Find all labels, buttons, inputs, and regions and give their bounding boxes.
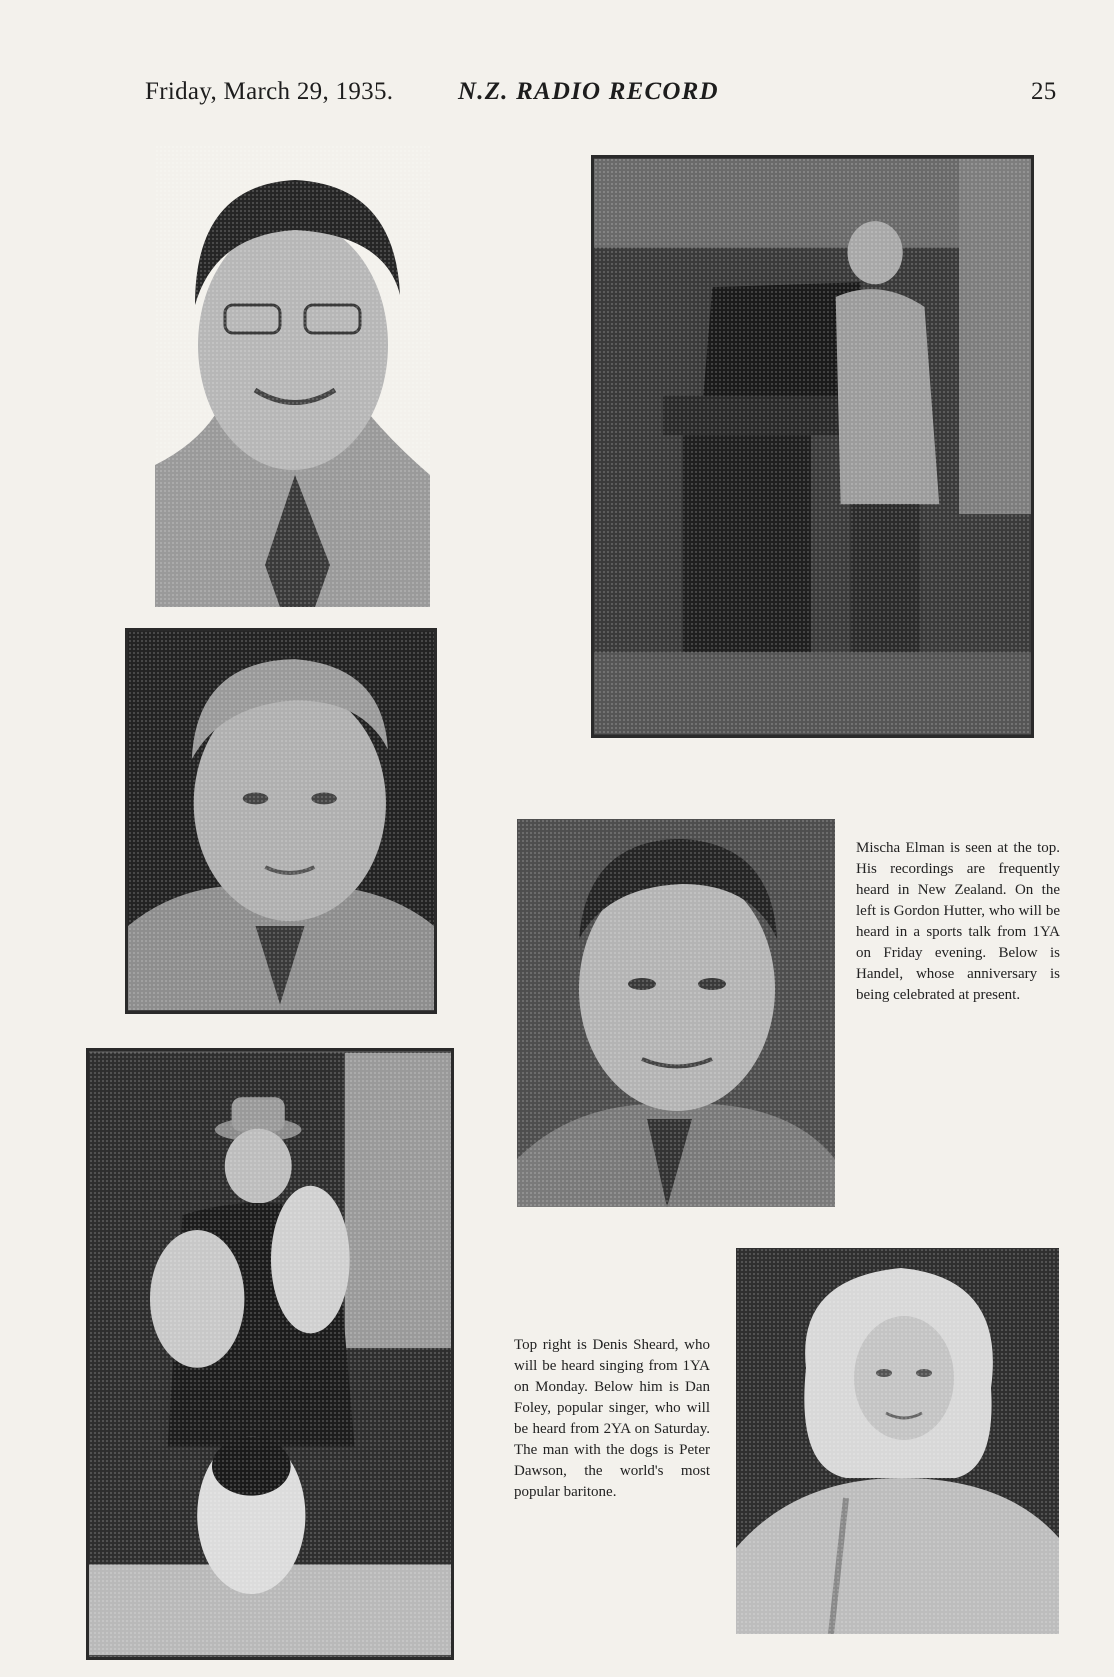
caption-sheard-foley-dawson: Top right is Denis Sheard, who will be heard singing from 1YA on Monday. Below him is Dan Foley, popular singer, who will be heard from 2YA on Saturday. The man with the dogs is Peter Dawson, the world's most popular baritone. [514, 1337, 710, 1500]
engraved-portrait-photo-icon [736, 1248, 1059, 1634]
portrait-photo-icon [128, 631, 434, 1011]
publication-title: N.Z. RADIO RECORD [458, 78, 719, 105]
photo-dan-foley [517, 819, 835, 1207]
photo-gordon-hutter [125, 628, 437, 1014]
man-with-dogs-photo-icon [89, 1051, 451, 1657]
photo-handel [736, 1248, 1059, 1634]
page-number: 25 [1031, 78, 1057, 105]
photo-peter-dawson [86, 1048, 454, 1660]
issue-date: Friday, March 29, 1935. [145, 78, 394, 105]
caption-elman-hutter-handel: Mischa Elman is seen at the top. His recordings are frequently heard in New Zealand. On the left is Gordon Hutter, who will be heard in a sports talk from 1YA on Friday evening. Below is Handel, whose anniversary is being celebrated at present. [856, 840, 1060, 1003]
photo-mischa-elman [155, 145, 430, 607]
portrait-photo-icon [517, 819, 835, 1207]
portrait-photo-icon [155, 145, 430, 607]
gramophone-photo-icon [594, 158, 1031, 735]
photo-denis-sheard [591, 155, 1034, 738]
